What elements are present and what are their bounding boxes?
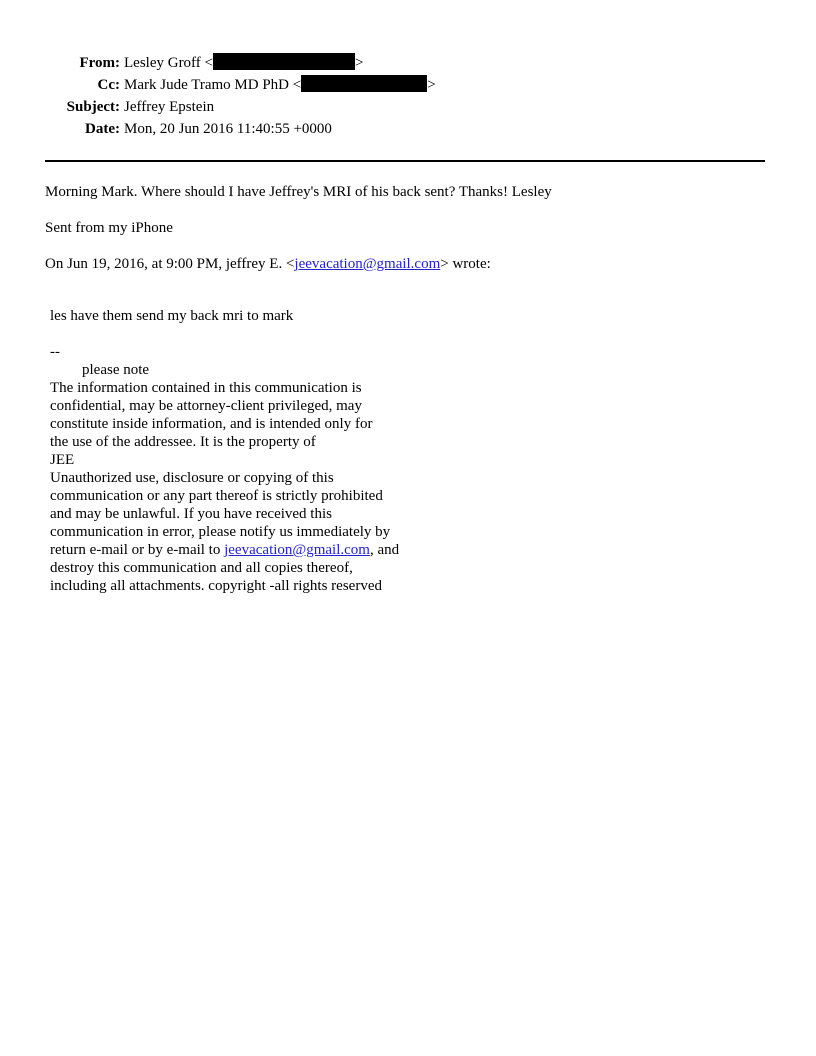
disclaimer-return-line: [50, 541, 399, 559]
quoted-message: les have them send my back mri to mark: [50, 308, 294, 324]
subject-label: Subject:: [66, 99, 120, 115]
quoted-disclaimer: [50, 343, 399, 595]
redaction-box: [301, 75, 427, 92]
header-divider: [45, 160, 765, 162]
reply-intro-suffix: > wrote:: [440, 256, 491, 272]
cc-name: Mark Jude Tramo MD PhD <: [124, 77, 302, 93]
disclaimer-line: The information contained in this communication is: [50, 380, 362, 396]
disclaimer-line: JEE: [50, 452, 75, 468]
message-text: Morning Mark. Where should I have Jeffrey's MRI of his back sent? Thanks! Lesley: [45, 184, 552, 200]
cc-value: [124, 74, 436, 96]
cc-row: [0, 74, 816, 96]
from-value: [124, 52, 363, 74]
reply-intro-email-link[interactable]: jeevacation@gmail.com: [294, 256, 441, 272]
signature-separator: --: [50, 344, 60, 360]
return-line-suffix: , and: [369, 542, 400, 558]
email-header: [0, 52, 816, 140]
disclaimer-line: and may be unlawful. If you have received this: [50, 506, 332, 522]
from-close-bracket: >: [355, 55, 364, 71]
cc-label: Cc:: [97, 77, 120, 93]
subject-value: Jeffrey Epstein: [124, 99, 215, 115]
from-label: From:: [79, 55, 120, 71]
reply-intro: [45, 255, 491, 273]
redaction-box: [213, 53, 355, 70]
date-value: Mon, 20 Jun 2016 11:40:55 +0000: [124, 121, 332, 137]
date-row: [0, 118, 816, 140]
disclaimer-line: communication in error, please notify us immediately by: [50, 524, 391, 540]
cc-close-bracket: >: [427, 77, 436, 93]
disclaimer-email-link[interactable]: jeevacation@gmail.com: [224, 542, 370, 558]
disclaimer-line: communication or any part thereof is strictly prohibited: [50, 488, 383, 504]
date-label: Date:: [85, 121, 120, 137]
subject-row: [0, 96, 816, 118]
note-heading: please note: [82, 362, 150, 378]
disclaimer-line: destroy this communication and all copies thereof,: [50, 560, 353, 576]
disclaimer-line: confidential, may be attorney-client privileged, may: [50, 398, 362, 414]
from-name: Lesley Groff <: [124, 55, 213, 71]
disclaimer-line: constitute inside information, and is intended only for: [50, 416, 373, 432]
disclaimer-line: including all attachments. copyright -all rights reserved: [50, 578, 382, 594]
from-row: [0, 52, 816, 74]
signature-text: Sent from my iPhone: [45, 220, 173, 236]
reply-intro-prefix: On Jun 19, 2016, at 9:00 PM, jeffrey E. <: [45, 256, 295, 272]
disclaimer-line: the use of the addressee. It is the property of: [50, 434, 316, 450]
disclaimer-line: Unauthorized use, disclosure or copying of this: [50, 470, 334, 486]
return-line-prefix: return e-mail or by e-mail to: [50, 542, 225, 558]
